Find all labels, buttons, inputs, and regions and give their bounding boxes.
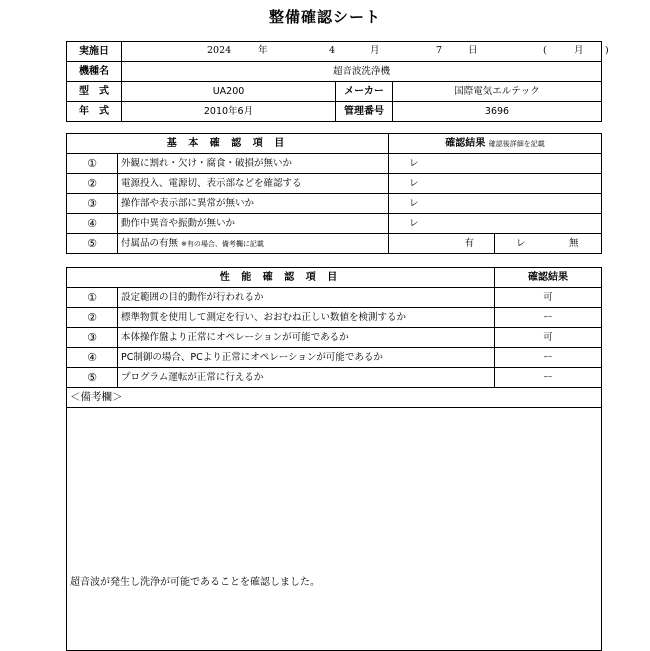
item-number: ⑤ (67, 368, 118, 388)
table-row (67, 368, 602, 388)
date-value (122, 42, 609, 62)
accessory-check: レ (516, 237, 526, 249)
notes-label: ＜備考欄＞ (67, 388, 602, 408)
year-label: 年 式 (67, 102, 122, 122)
item-number: ① (67, 154, 118, 174)
item-number: ② (67, 308, 118, 328)
date-day: 7 (436, 45, 443, 56)
basic-check-table (66, 133, 602, 254)
performance-check-table (66, 267, 602, 651)
item-text: 設定範囲の目的動作が行われるか (118, 288, 495, 308)
year-row (67, 102, 602, 122)
weekday-open: ( (543, 45, 547, 56)
date-month-unit: 月 (370, 45, 380, 56)
date-year: 2024 (207, 45, 232, 56)
name-label: 機種名 (67, 62, 122, 82)
table-row (67, 288, 602, 308)
item-result[interactable]: ー (495, 308, 602, 328)
basic-header-row (67, 134, 602, 154)
basic-header: 基 本 確 認 項 目 (67, 134, 389, 154)
item-text: 動作中異音や振動が無いか (118, 214, 389, 234)
date-weekday: 月 (574, 45, 584, 56)
table-row (67, 328, 602, 348)
maker-value: 国際電気エルテック (393, 82, 602, 102)
date-month: 4 (329, 45, 336, 56)
weekday-close: ) (605, 45, 609, 56)
item-result[interactable]: ー (495, 348, 602, 368)
model-row (67, 82, 602, 102)
date-day-unit: 日 (468, 45, 478, 56)
item-text: PC制御の場合、PCより正常にオペレーションが可能であるか (118, 348, 495, 368)
table-row (67, 194, 602, 214)
item-result[interactable]: 可 (495, 328, 602, 348)
item-text: 操作部や表示部に異常が無いか (118, 194, 389, 214)
item-result[interactable]: レ (389, 174, 602, 194)
accessory-no: 無 (569, 237, 579, 249)
notes-text[interactable]: 超音波が発生し洗浄が可能であることを確認しました。 (67, 408, 602, 651)
item-number: ② (67, 174, 118, 194)
performance-result-header: 確認結果 (495, 268, 602, 288)
accessory-label: 付属品の有無 (121, 237, 179, 249)
model-value: UA200 (122, 82, 336, 102)
item-text: 外観に割れ・欠け・腐食・破損が無いか (118, 154, 389, 174)
item-number: ① (67, 288, 118, 308)
notes-body-row (67, 408, 602, 651)
page-title: 整備確認シート (268, 8, 381, 26)
item-result[interactable]: ー (495, 368, 602, 388)
item-result[interactable]: レ (389, 154, 602, 174)
accessory-no-cell[interactable] (495, 234, 602, 254)
table-row (67, 154, 602, 174)
maker-label: メーカー (336, 82, 393, 102)
performance-header-row (67, 268, 602, 288)
item-number: ④ (67, 348, 118, 368)
table-row (67, 214, 602, 234)
item-number: ④ (67, 214, 118, 234)
basic-result-header (389, 134, 602, 154)
item-result[interactable]: 可 (495, 288, 602, 308)
item-result[interactable]: レ (389, 194, 602, 214)
basic-result-title: 確認結果 (445, 137, 486, 149)
item-number: ③ (67, 328, 118, 348)
item-text: プログラム運転が正常に行えるか (118, 368, 495, 388)
mgmt-value: 3696 (393, 102, 602, 122)
date-label: 実施日 (67, 42, 122, 62)
name-row (67, 62, 602, 82)
accessory-text (118, 234, 389, 254)
table-row (67, 174, 602, 194)
model-label: 型 式 (67, 82, 122, 102)
table-row (67, 348, 602, 368)
item-text: 本体操作盤より正常にオペレーションが可能であるか (118, 328, 495, 348)
item-number: ③ (67, 194, 118, 214)
item-result[interactable]: レ (389, 214, 602, 234)
performance-header: 性 能 確 認 項 目 (67, 268, 495, 288)
table-row (67, 308, 602, 328)
year-value: 2010年6月 (122, 102, 336, 122)
name-value: 超音波洗浄機 (122, 62, 602, 82)
mgmt-label: 管理番号 (336, 102, 393, 122)
equipment-info-table (66, 41, 609, 122)
item-number: ⑤ (67, 234, 118, 254)
date-year-unit: 年 (258, 45, 268, 56)
date-row (67, 42, 602, 62)
basic-result-note: 確認後詳細を記載 (488, 139, 545, 148)
item-text: 電源投入、電源切、表示部などを確認する (118, 174, 389, 194)
accessory-note: ※有の場合、備考欄に記載 (181, 239, 264, 248)
notes-header-row (67, 388, 602, 408)
accessory-row (67, 234, 602, 254)
accessory-yes[interactable]: 有 (389, 234, 495, 254)
item-text: 標準物質を使用して測定を行い、おおむね正しい数値を検測するか (118, 308, 495, 328)
